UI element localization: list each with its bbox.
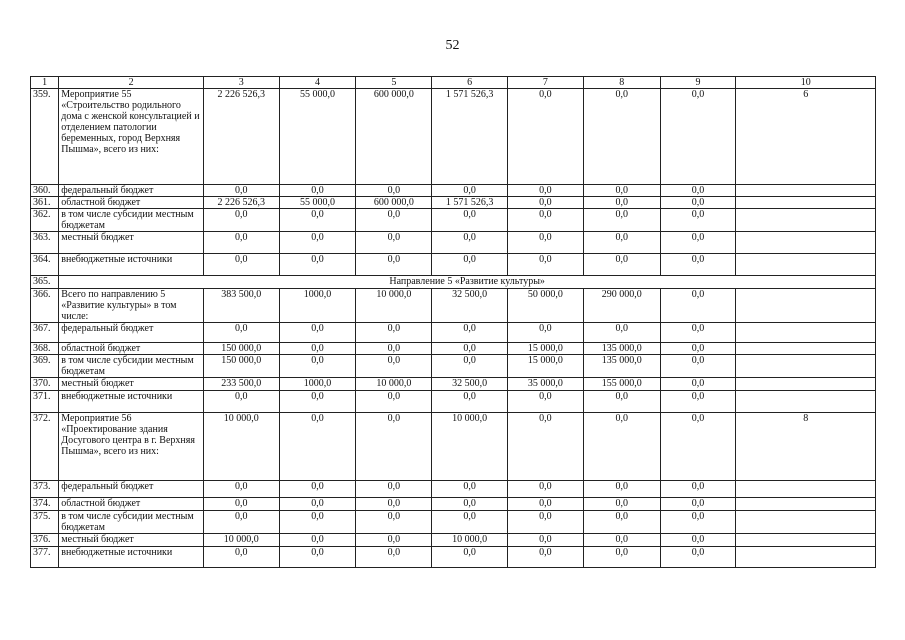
- value-cell: 0,0: [279, 185, 356, 197]
- value-cell: 10 000,0: [432, 413, 508, 481]
- value-cell: 0,0: [660, 498, 736, 511]
- value-cell: 15 000,0: [508, 355, 584, 378]
- value-cell: 0,0: [583, 209, 660, 232]
- value-cell: 0,0: [583, 547, 660, 568]
- value-cell: 0,0: [432, 355, 508, 378]
- value-cell: 0,0: [508, 185, 584, 197]
- value-cell: 10 000,0: [432, 534, 508, 547]
- value-cell: 0,0: [279, 355, 356, 378]
- value-cell: 0,0: [432, 254, 508, 276]
- row-name: федеральный бюджет: [59, 323, 204, 343]
- row-number: 367.: [31, 323, 59, 343]
- row-name: федеральный бюджет: [59, 481, 204, 498]
- column-header: 6: [432, 77, 508, 89]
- row-number: 362.: [31, 209, 59, 232]
- column-header: 3: [203, 77, 279, 89]
- value-cell: 32 500,0: [432, 378, 508, 391]
- value-cell: 0,0: [356, 547, 432, 568]
- table-row: [31, 547, 876, 568]
- table-row: [31, 197, 876, 209]
- value-cell: 0,0: [203, 185, 279, 197]
- value-cell: 0,0: [356, 498, 432, 511]
- value-cell: 0,0: [279, 209, 356, 232]
- value-cell: 0,0: [660, 534, 736, 547]
- goal-number: [736, 511, 876, 534]
- row-number: 370.: [31, 378, 59, 391]
- row-number: 374.: [31, 498, 59, 511]
- value-cell: 10 000,0: [203, 413, 279, 481]
- value-cell: 35 000,0: [508, 378, 584, 391]
- value-cell: 0,0: [356, 511, 432, 534]
- value-cell: 32 500,0: [432, 289, 508, 323]
- value-cell: 0,0: [660, 185, 736, 197]
- column-header: 4: [279, 77, 356, 89]
- value-cell: 0,0: [660, 391, 736, 413]
- row-number: 372.: [31, 413, 59, 481]
- value-cell: 0,0: [356, 254, 432, 276]
- value-cell: 0,0: [432, 343, 508, 355]
- value-cell: 0,0: [660, 197, 736, 209]
- value-cell: 0,0: [356, 534, 432, 547]
- row-number: 375.: [31, 511, 59, 534]
- table-row: [31, 289, 876, 323]
- column-header: 9: [660, 77, 736, 89]
- value-cell: 0,0: [508, 89, 584, 185]
- goal-number: 6: [736, 89, 876, 185]
- row-name: областной бюджет: [59, 343, 204, 355]
- row-number: 371.: [31, 391, 59, 413]
- value-cell: 0,0: [508, 547, 584, 568]
- value-cell: 0,0: [432, 391, 508, 413]
- goal-number: [736, 209, 876, 232]
- goal-number: [736, 355, 876, 378]
- value-cell: 0,0: [356, 209, 432, 232]
- value-cell: 0,0: [508, 511, 584, 534]
- value-cell: 0,0: [279, 413, 356, 481]
- column-header: 2: [59, 77, 204, 89]
- table-row: [31, 391, 876, 413]
- table-row: [31, 413, 876, 481]
- value-cell: 1000,0: [279, 378, 356, 391]
- value-cell: 10 000,0: [356, 378, 432, 391]
- goal-number: [736, 547, 876, 568]
- value-cell: 0,0: [660, 547, 736, 568]
- value-cell: 0,0: [279, 481, 356, 498]
- value-cell: 0,0: [660, 481, 736, 498]
- table-row: [31, 378, 876, 391]
- page-number: 52: [445, 38, 460, 53]
- value-cell: 290 000,0: [583, 289, 660, 323]
- value-cell: 0,0: [279, 511, 356, 534]
- row-number: 377.: [31, 547, 59, 568]
- goal-number: [736, 323, 876, 343]
- value-cell: 0,0: [583, 511, 660, 534]
- value-cell: 0,0: [279, 391, 356, 413]
- value-cell: 0,0: [583, 413, 660, 481]
- value-cell: 0,0: [583, 534, 660, 547]
- value-cell: 0,0: [508, 232, 584, 254]
- value-cell: 0,0: [356, 185, 432, 197]
- row-name: внебюджетные источники: [59, 391, 204, 413]
- goal-number: [736, 197, 876, 209]
- value-cell: 0,0: [279, 232, 356, 254]
- value-cell: 0,0: [583, 391, 660, 413]
- value-cell: 0,0: [432, 547, 508, 568]
- value-cell: 0,0: [508, 323, 584, 343]
- value-cell: 135 000,0: [583, 355, 660, 378]
- row-name: местный бюджет: [59, 378, 204, 391]
- value-cell: 0,0: [432, 498, 508, 511]
- row-number: 376.: [31, 534, 59, 547]
- value-cell: 0,0: [356, 343, 432, 355]
- value-cell: 0,0: [279, 547, 356, 568]
- value-cell: 0,0: [356, 391, 432, 413]
- value-cell: 0,0: [356, 232, 432, 254]
- value-cell: 1 571 526,3: [432, 89, 508, 185]
- row-number: 364.: [31, 254, 59, 276]
- value-cell: 0,0: [508, 481, 584, 498]
- column-header: 8: [583, 77, 660, 89]
- section-title: Направление 5 «Развитие культуры»: [59, 276, 876, 289]
- value-cell: 0,0: [660, 511, 736, 534]
- goal-number: [736, 481, 876, 498]
- column-header: 10: [736, 77, 876, 89]
- table-row: [31, 232, 876, 254]
- value-cell: 0,0: [508, 391, 584, 413]
- table-row: [31, 185, 876, 197]
- row-name: областной бюджет: [59, 197, 204, 209]
- value-cell: 0,0: [660, 209, 736, 232]
- value-cell: 55 000,0: [279, 197, 356, 209]
- header-row: [31, 77, 876, 89]
- value-cell: 2 226 526,3: [203, 197, 279, 209]
- value-cell: 233 500,0: [203, 378, 279, 391]
- budget-table: [30, 76, 876, 568]
- value-cell: 155 000,0: [583, 378, 660, 391]
- row-number: 361.: [31, 197, 59, 209]
- value-cell: 0,0: [203, 391, 279, 413]
- value-cell: 0,0: [432, 511, 508, 534]
- goal-number: [736, 289, 876, 323]
- value-cell: 15 000,0: [508, 343, 584, 355]
- table-row: [31, 254, 876, 276]
- row-number: 359.: [31, 89, 59, 185]
- goal-number: [736, 498, 876, 511]
- row-name: областной бюджет: [59, 498, 204, 511]
- row-name: Всего по направлению 5 «Развитие культуры» в том числе:: [59, 289, 204, 323]
- row-number: 363.: [31, 232, 59, 254]
- row-name: Мероприятие 56 «Проектирование здания Досугового центра в г. Верхняя Пышма», всего из них:: [59, 413, 204, 481]
- value-cell: 0,0: [203, 209, 279, 232]
- row-number: 366.: [31, 289, 59, 323]
- value-cell: 0,0: [508, 209, 584, 232]
- value-cell: 0,0: [660, 378, 736, 391]
- goal-number: [736, 534, 876, 547]
- row-number: 368.: [31, 343, 59, 355]
- value-cell: 0,0: [432, 185, 508, 197]
- value-cell: 0,0: [660, 323, 736, 343]
- row-name: Мероприятие 55 «Строительство родильного дома с женской консультацией и отделением патологии беременных, город Верхняя Пышма», всего из них:: [59, 89, 204, 185]
- value-cell: 0,0: [203, 232, 279, 254]
- value-cell: 0,0: [432, 232, 508, 254]
- value-cell: 0,0: [660, 289, 736, 323]
- value-cell: 0,0: [279, 323, 356, 343]
- value-cell: 135 000,0: [583, 343, 660, 355]
- value-cell: 50 000,0: [508, 289, 584, 323]
- value-cell: 0,0: [279, 534, 356, 547]
- value-cell: 0,0: [508, 534, 584, 547]
- row-number: 360.: [31, 185, 59, 197]
- value-cell: 0,0: [583, 185, 660, 197]
- value-cell: 0,0: [583, 254, 660, 276]
- value-cell: 0,0: [583, 232, 660, 254]
- value-cell: 600 000,0: [356, 89, 432, 185]
- value-cell: 55 000,0: [279, 89, 356, 185]
- value-cell: 10 000,0: [203, 534, 279, 547]
- table-row: [31, 89, 876, 185]
- value-cell: 0,0: [583, 323, 660, 343]
- row-name: федеральный бюджет: [59, 185, 204, 197]
- value-cell: 0,0: [279, 498, 356, 511]
- column-header: 7: [508, 77, 584, 89]
- value-cell: 150 000,0: [203, 355, 279, 378]
- value-cell: 0,0: [508, 498, 584, 511]
- value-cell: 0,0: [583, 481, 660, 498]
- table-row: [31, 323, 876, 343]
- row-name: внебюджетные источники: [59, 547, 204, 568]
- value-cell: 0,0: [203, 254, 279, 276]
- value-cell: 0,0: [660, 355, 736, 378]
- goal-number: [736, 185, 876, 197]
- goal-number: [736, 232, 876, 254]
- value-cell: 0,0: [203, 323, 279, 343]
- column-header: 5: [356, 77, 432, 89]
- value-cell: 1000,0: [279, 289, 356, 323]
- table-row: [31, 498, 876, 511]
- row-name: местный бюджет: [59, 232, 204, 254]
- goal-number: [736, 254, 876, 276]
- value-cell: 0,0: [660, 89, 736, 185]
- value-cell: 0,0: [432, 209, 508, 232]
- value-cell: 1 571 526,3: [432, 197, 508, 209]
- value-cell: 0,0: [660, 232, 736, 254]
- goal-number: 8: [736, 413, 876, 481]
- table-row: [31, 511, 876, 534]
- row-number: 373.: [31, 481, 59, 498]
- value-cell: 0,0: [583, 89, 660, 185]
- row-name: в том числе субсидии местным бюджетам: [59, 511, 204, 534]
- table-row: [31, 343, 876, 355]
- value-cell: 0,0: [279, 343, 356, 355]
- value-cell: 0,0: [660, 254, 736, 276]
- value-cell: 0,0: [508, 413, 584, 481]
- table-row: [31, 355, 876, 378]
- goal-number: [736, 378, 876, 391]
- value-cell: 0,0: [432, 481, 508, 498]
- section-row: [31, 276, 876, 289]
- value-cell: 0,0: [508, 254, 584, 276]
- table-row: [31, 534, 876, 547]
- column-header: 1: [31, 77, 59, 89]
- value-cell: 0,0: [203, 498, 279, 511]
- value-cell: 0,0: [356, 355, 432, 378]
- value-cell: 0,0: [279, 254, 356, 276]
- value-cell: 0,0: [660, 413, 736, 481]
- value-cell: 383 500,0: [203, 289, 279, 323]
- value-cell: 0,0: [583, 197, 660, 209]
- value-cell: 0,0: [432, 323, 508, 343]
- table-row: [31, 481, 876, 498]
- value-cell: 0,0: [203, 481, 279, 498]
- goal-number: [736, 391, 876, 413]
- value-cell: 0,0: [660, 343, 736, 355]
- row-name: в том числе субсидии местным бюджетам: [59, 209, 204, 232]
- table-row: [31, 209, 876, 232]
- value-cell: 0,0: [203, 547, 279, 568]
- value-cell: 0,0: [583, 498, 660, 511]
- value-cell: 10 000,0: [356, 289, 432, 323]
- row-number: 365.: [31, 276, 59, 289]
- row-name: местный бюджет: [59, 534, 204, 547]
- value-cell: 2 226 526,3: [203, 89, 279, 185]
- row-number: 369.: [31, 355, 59, 378]
- value-cell: 0,0: [356, 413, 432, 481]
- value-cell: 0,0: [356, 481, 432, 498]
- value-cell: 0,0: [508, 197, 584, 209]
- goal-number: [736, 343, 876, 355]
- row-name: в том числе субсидии местным бюджетам: [59, 355, 204, 378]
- value-cell: 0,0: [203, 511, 279, 534]
- row-name: внебюджетные источники: [59, 254, 204, 276]
- value-cell: 600 000,0: [356, 197, 432, 209]
- value-cell: 150 000,0: [203, 343, 279, 355]
- value-cell: 0,0: [356, 323, 432, 343]
